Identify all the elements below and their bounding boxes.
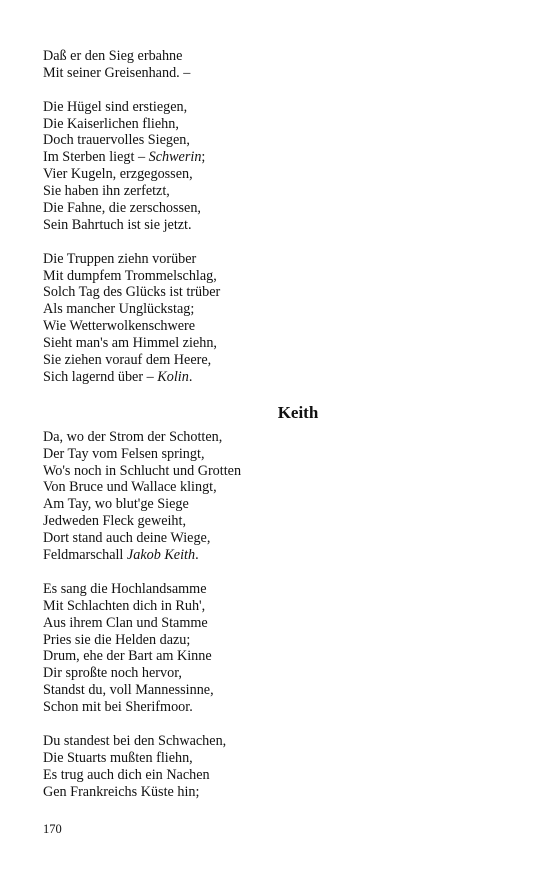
- poem-line: [43, 149, 513, 166]
- poem-line: Dir sproßte noch hervor,: [43, 665, 182, 682]
- poem-line: Die Stuarts mußten fliehn,: [43, 749, 193, 766]
- poem-line: Mit seiner Greisenhand. –: [43, 64, 191, 81]
- stanza-1: [43, 48, 513, 82]
- poem-line: Mit dumpfem Trommelschlag,: [43, 267, 217, 284]
- poem-line: Die Kaiserlichen fliehn,: [43, 115, 179, 132]
- stanza-5: [43, 581, 513, 716]
- line-punctuation: ;: [201, 149, 206, 166]
- line-punctuation: .: [195, 547, 199, 564]
- poem-line: Da, wo der Strom der Schotten,: [43, 428, 223, 445]
- line-text: Im Sterben liegt –: [43, 149, 149, 166]
- page-body: [43, 48, 513, 800]
- poem-line: Jedweden Fleck geweiht,: [43, 513, 187, 530]
- poem-line: Solch Tag des Glücks ist trüber: [43, 284, 221, 301]
- poem-line: Sein Bahrtuch ist sie jetzt.: [43, 216, 192, 233]
- poem-line: Dort stand auch deine Wiege,: [43, 530, 211, 547]
- poem-line: Pries sie die Helden dazu;: [43, 631, 191, 648]
- name-emphasis: Jakob Keith: [126, 547, 196, 564]
- stanza-3: [43, 251, 513, 386]
- page-number: 170: [43, 822, 62, 836]
- name-emphasis: Kolin: [157, 368, 189, 385]
- poem-line: Vier Kugeln, erzgegossen,: [43, 166, 193, 183]
- line-text: Sich lagernd über –: [43, 368, 158, 385]
- poem-line: Die Truppen ziehn vorüber: [43, 250, 197, 267]
- poem-line: Die Fahne, die zerschossen,: [43, 200, 201, 217]
- poem-line: Mit Schlachten dich in Ruh',: [43, 597, 206, 614]
- poem-line: Gen Frankreichs Küste hin;: [43, 783, 200, 800]
- poem-line: Als mancher Unglückstag;: [43, 301, 195, 318]
- poem-line: Es trug auch dich ein Nachen: [43, 766, 210, 783]
- poem-line: Der Tay vom Felsen springt,: [43, 445, 205, 462]
- poem-line: Doch trauervolles Siegen,: [43, 132, 190, 149]
- poem-line: Standst du, voll Mannessinne,: [43, 682, 214, 699]
- line-punctuation: .: [188, 368, 193, 385]
- poem-line: [43, 547, 513, 564]
- poem-line: Sie ziehen vorauf dem Heere,: [43, 352, 212, 369]
- poem-line: Am Tay, wo blut'ge Siege: [43, 496, 189, 513]
- poem-line: Die Hügel sind erstiegen,: [43, 98, 188, 115]
- poem-line: Daß er den Sieg erbahne: [43, 48, 183, 64]
- stanza-6: [43, 733, 513, 801]
- poem-line: Von Bruce und Wallace klingt,: [43, 479, 217, 496]
- poem-line: Schon mit bei Sherifmoor.: [43, 699, 193, 716]
- poem-line: Drum, ehe der Bart am Kinne: [43, 648, 212, 665]
- poem-line: Sie haben ihn zerfetzt,: [43, 183, 170, 200]
- poem-line: Wo's noch in Schlucht und Grotten: [43, 462, 242, 479]
- name-emphasis: Schwerin: [148, 149, 202, 166]
- poem-line: Es sang die Hochlandsamme: [43, 580, 207, 597]
- stanza-4: [43, 429, 513, 564]
- poem-title: Keith: [277, 402, 319, 422]
- poem-line: [43, 369, 513, 386]
- poem-line: Du standest bei den Schwachen,: [43, 732, 227, 749]
- stanza-2: [43, 99, 513, 234]
- poem-line: Sieht man's am Himmel ziehn,: [43, 335, 217, 352]
- line-text: Feldmarschall: [43, 547, 127, 564]
- poem-line: Wie Wetterwolkenschwere: [43, 318, 196, 335]
- poem-line: Aus ihrem Clan und Stamme: [43, 614, 208, 631]
